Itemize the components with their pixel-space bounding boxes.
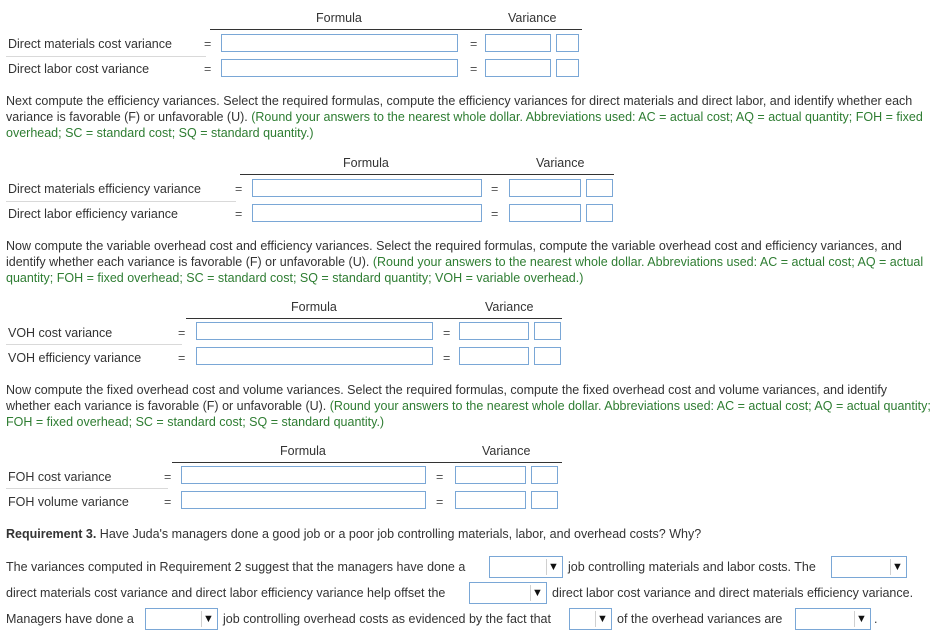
formula-header: Formula [343,156,389,170]
overhead-count-dropdown[interactable] [569,608,612,630]
dm-cost-formula-input[interactable] [221,34,458,52]
voh-eff-formula-input[interactable] [196,347,433,365]
foh-volume-fu-input[interactable] [531,491,558,509]
variance-header: Variance [536,156,585,170]
instruction-text: Now compute the fixed overhead cost and volume variances. Select the required formulas, compute the fixed overhead cost and volume variances, and identify whether each variance is favorable (F) or unfavorable (U). [6,383,888,413]
header-rule [172,462,562,463]
overhead-job-dropdown[interactable] [145,608,218,630]
row-divider [6,488,168,489]
chevron-down-icon: ▼ [201,611,215,627]
equals-sign: = [178,351,186,365]
voh-eff-fu-input[interactable] [534,347,561,365]
equals-sign: = [491,182,499,196]
formula-header: Formula [280,444,326,458]
equals-sign: = [235,207,243,221]
foh-cost-formula-input[interactable] [181,466,426,484]
row-label: VOH efficiency variance [8,351,142,365]
equals-sign: = [470,62,478,76]
equals-sign: = [470,37,478,51]
instruction-note: (Round your answers to the nearest whole dollar. Abbreviations used: AC = actual cost; AQ = actual quantity; FOH = fixed overhead; SC = standard cost; SQ = standard quantity.) [6,399,931,429]
foh-cost-fu-input[interactable] [531,466,558,484]
dm-eff-fu-input[interactable] [586,179,613,197]
requirement-3 [6,527,701,541]
equals-sign: = [436,495,444,509]
chevron-down-icon: ▼ [890,559,904,575]
answer-text: Managers have done a [6,612,134,626]
instruction-efficiency [6,93,931,141]
requirement-title: Requirement 3. [6,527,97,541]
voh-cost-formula-input[interactable] [196,322,433,340]
header-rule [210,29,582,30]
voh-cost-fu-input[interactable] [534,322,561,340]
requirement-question: Have Juda's managers done a good job or a poor job controlling materials, labor, and overhead costs? Why? [96,527,702,541]
dl-cost-fu-input[interactable] [556,59,579,77]
answer-text: direct materials cost variance and direct labor efficiency variance help offset the [6,586,446,600]
dm-eff-formula-input[interactable] [252,179,482,197]
instruction-text: Next compute the efficiency variances. Select the required formulas, compute the efficiency variances for direct materials and direct labor, and identify whether each variance is favorable (F) or unfavorable (U). [6,94,913,124]
row-label: Direct materials efficiency variance [8,182,201,196]
equals-sign: = [164,495,172,509]
dl-eff-variance-input[interactable] [509,204,581,222]
foh-volume-formula-input[interactable] [181,491,426,509]
equals-sign: = [204,62,212,76]
equals-sign: = [164,470,172,484]
instruction-voh [6,238,931,286]
dl-cost-formula-input[interactable] [221,59,458,77]
answer-period: . [874,612,878,626]
equals-sign: = [443,326,451,340]
offset-variance-dropdown[interactable] [469,582,547,604]
row-divider [6,201,236,202]
row-label: Direct labor efficiency variance [8,207,178,221]
row-label: VOH cost variance [8,326,113,340]
answer-text: of the overhead variances are [617,612,783,626]
answer-text: job controlling overhead costs as evidenced by the fact that [223,612,551,626]
instruction-note: (Round your answers to the nearest whole dollar. Abbreviations used: AC = actual cost; AQ = actual quantity; FOH = fixed overhead; SC = standard cost; SQ = standard quantity; VOH = variable overhead.) [6,255,924,285]
equals-sign: = [235,182,243,196]
chevron-down-icon: ▼ [546,559,560,575]
voh-eff-variance-input[interactable] [459,347,529,365]
dl-cost-variance-input[interactable] [485,59,551,77]
row-divider [6,344,182,345]
instruction-foh [6,382,931,430]
dm-eff-variance-input[interactable] [509,179,581,197]
formula-header: Formula [291,300,337,314]
variance-type-dropdown[interactable] [831,556,907,578]
equals-sign: = [178,326,186,340]
row-label: FOH volume variance [8,495,129,509]
foh-cost-variance-input[interactable] [455,466,526,484]
dm-cost-fu-input[interactable] [556,34,579,52]
answer-text: job controlling materials and labor costs. The [568,560,816,574]
equals-sign: = [204,37,212,51]
chevron-down-icon: ▼ [854,611,868,627]
header-rule [240,174,614,175]
answer-text: The variances computed in Requirement 2 suggest that the managers have done a [6,560,466,574]
variance-header: Variance [508,11,557,25]
header-rule [186,318,562,319]
row-label: Direct materials cost variance [8,37,172,51]
dl-eff-formula-input[interactable] [252,204,482,222]
dl-eff-fu-input[interactable] [586,204,613,222]
equals-sign: = [436,470,444,484]
instruction-text: Now compute the variable overhead cost and efficiency variances. Select the required formulas, compute the variable overhead cost and efficiency variances, and identify whether each variance is favorable (F) or unfavorable (U). [6,239,902,269]
formula-header: Formula [316,11,362,25]
foh-volume-variance-input[interactable] [455,491,526,509]
row-label: Direct labor cost variance [8,62,150,76]
voh-cost-variance-input[interactable] [459,322,529,340]
equals-sign: = [491,207,499,221]
chevron-down-icon: ▼ [530,585,544,601]
row-divider [6,56,206,57]
equals-sign: = [443,351,451,365]
overhead-result-dropdown[interactable] [795,608,871,630]
answer-text: direct labor cost variance and direct materials efficiency variance. [552,586,914,600]
instruction-note: (Round your answers to the nearest whole dollar. Abbreviations used: AC = actual cost; AQ = actual quantity; FOH = fixed overhead; SC = standard cost; SQ = standard quantity.) [6,110,923,140]
row-label: FOH cost variance [8,470,112,484]
dm-cost-variance-input[interactable] [485,34,551,52]
variance-header: Variance [482,444,531,458]
variance-header: Variance [485,300,534,314]
managers-job-dropdown[interactable] [489,556,563,578]
chevron-down-icon: ▼ [595,611,609,627]
